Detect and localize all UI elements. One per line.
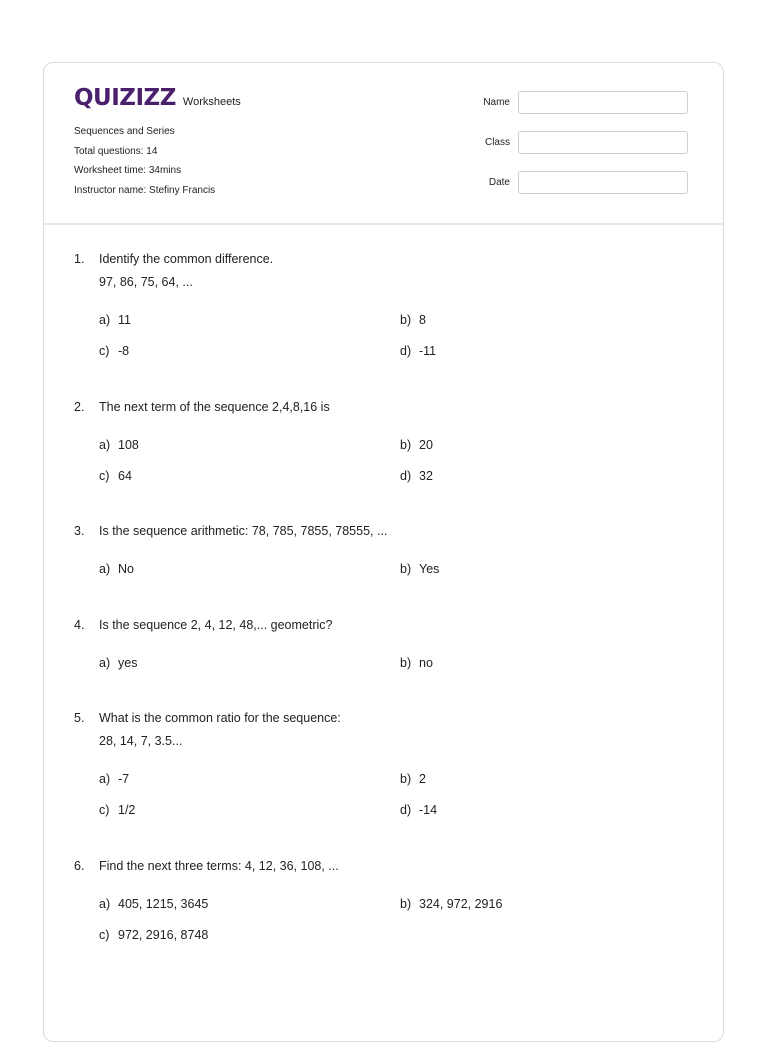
logo-wordmark: QUIZIZZ [74, 85, 176, 111]
instructor-name: Instructor name: Stefiny Francis [74, 184, 216, 196]
class-field-row [470, 131, 688, 154]
question-text: Is the sequence arithmetic: 78, 785, 7855, 78555, ... [99, 524, 388, 538]
question-4 [74, 614, 703, 707]
option-b[interactable]: b) 20 [400, 438, 433, 452]
option-grid [99, 558, 703, 580]
option-a[interactable]: a) yes [99, 656, 138, 670]
option-grid [99, 652, 703, 674]
question-text: Find the next three terms: 4, 12, 36, 108, ... [99, 859, 339, 873]
option-a[interactable]: a) 108 [99, 438, 139, 452]
option-b[interactable]: b) 324, 972, 2916 [400, 897, 503, 911]
question-subtext: 28, 14, 7, 3.5... [99, 734, 183, 748]
question-text: What is the common ratio for the sequence: [99, 711, 341, 725]
option-d[interactable]: d) 32 [400, 469, 433, 483]
option-b[interactable]: b) 2 [400, 772, 426, 786]
date-field-row [470, 171, 688, 194]
name-label: Name [483, 97, 510, 108]
option-grid [99, 768, 703, 821]
question-number: 1. [74, 252, 85, 266]
question-number: 3. [74, 524, 85, 538]
question-number: 4. [74, 618, 85, 632]
logo-product-label: Worksheets [182, 96, 241, 108]
worksheet-time: Worksheet time: 34mins [74, 165, 182, 176]
question-number: 5. [74, 711, 85, 725]
question-3 [74, 520, 703, 614]
option-a[interactable]: a) -7 [99, 772, 130, 786]
option-d[interactable]: d) -11 [400, 344, 437, 358]
option-a[interactable]: a) 11 [99, 313, 131, 327]
worksheet-page [43, 62, 724, 1042]
date-field[interactable] [518, 171, 688, 194]
option-grid [99, 309, 703, 362]
option-grid [99, 893, 703, 946]
date-label: Date [488, 177, 510, 188]
option-b[interactable]: b) 8 [400, 313, 426, 327]
question-text: Identify the common difference. [99, 252, 274, 266]
worksheet-header [44, 63, 723, 225]
question-text: Is the sequence 2, 4, 12, 48,... geometric? [99, 618, 333, 632]
option-a[interactable]: a) 405, 1215, 3645 [99, 897, 209, 911]
total-questions: Total questions: 14 [74, 145, 158, 157]
question-list [74, 248, 703, 946]
class-field[interactable] [518, 131, 688, 154]
question-text: The next term of the sequence 2,4,8,16 is [99, 400, 330, 414]
question-subtext: 97, 86, 75, 64, ... [99, 275, 193, 289]
quizizz-logo [74, 85, 241, 111]
option-c[interactable]: c) -8 [99, 344, 130, 358]
question-number: 6. [74, 859, 85, 873]
worksheet-title: Sequences and Series [74, 126, 175, 137]
option-grid [99, 434, 703, 487]
option-c[interactable]: c) 1/2 [99, 803, 136, 817]
question-6 [74, 855, 703, 946]
option-a[interactable]: a) No [99, 562, 134, 576]
worksheet-meta [74, 126, 215, 204]
option-d[interactable]: d) -14 [400, 803, 438, 817]
class-label: Class [484, 137, 510, 148]
option-b[interactable]: b) no [400, 656, 433, 670]
option-b[interactable]: b) Yes [400, 562, 440, 576]
question-number: 2. [74, 400, 85, 414]
question-2 [74, 396, 703, 520]
question-5 [74, 707, 703, 855]
question-1 [74, 248, 703, 396]
option-c[interactable]: c) 972, 2916, 8748 [99, 928, 209, 942]
name-field[interactable] [518, 91, 688, 114]
name-field-row [470, 91, 688, 114]
option-c[interactable]: c) 64 [99, 469, 132, 483]
